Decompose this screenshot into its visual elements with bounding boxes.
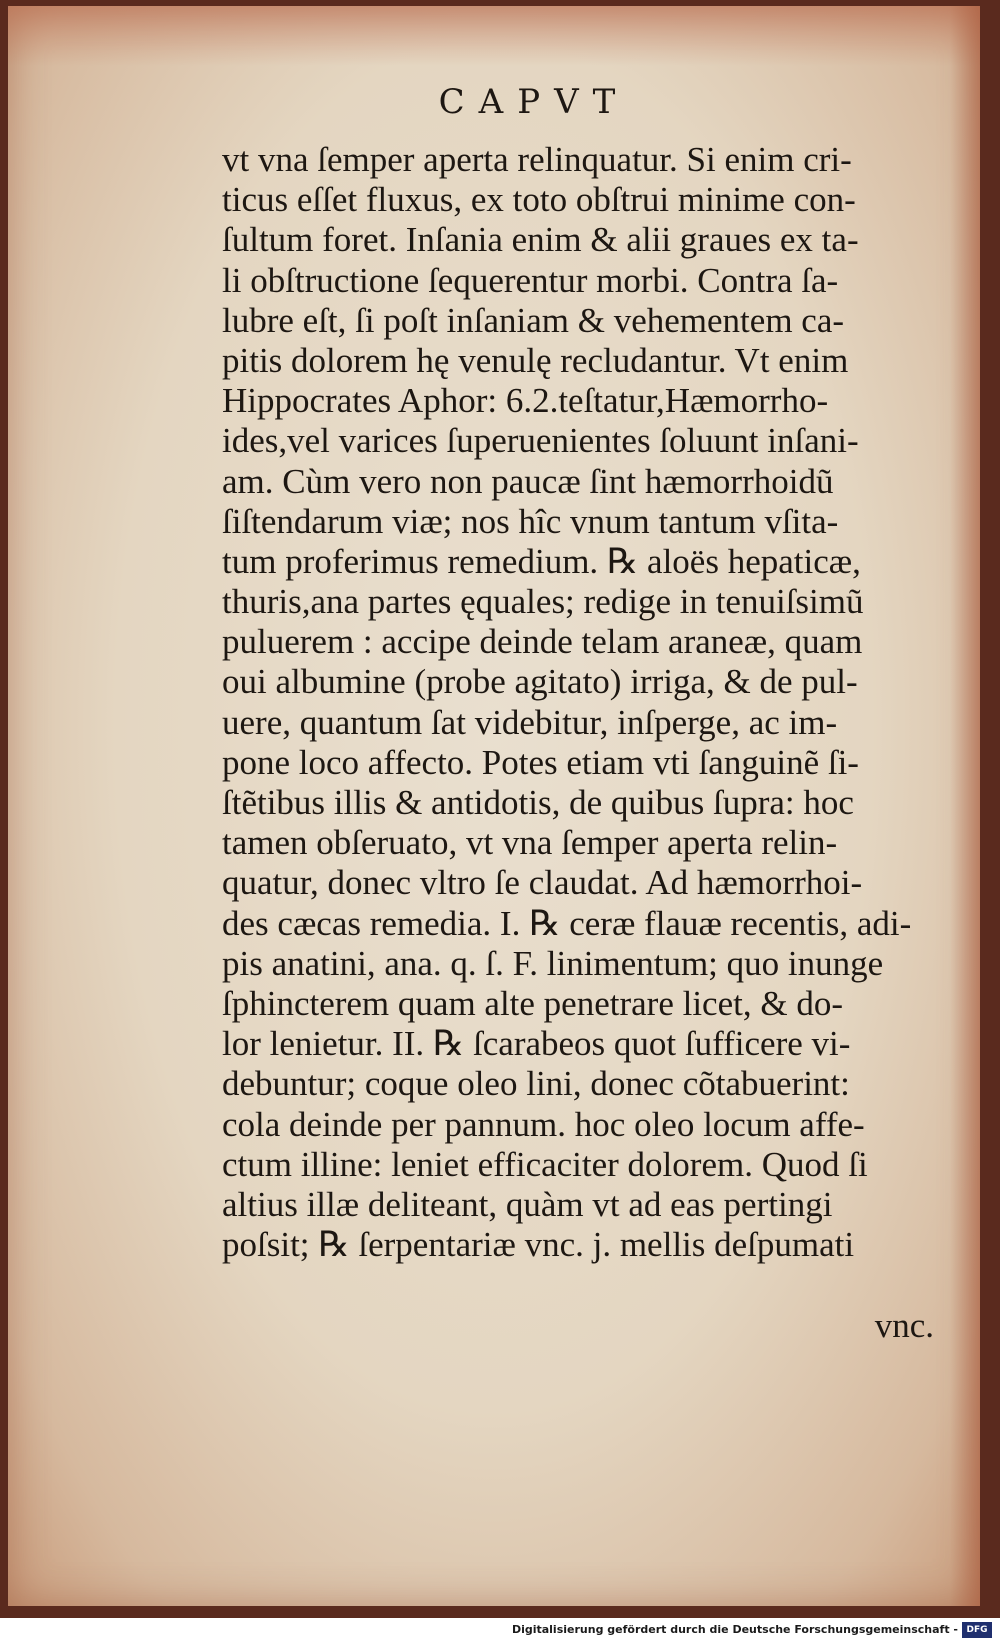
text-line: cola deinde per pannum. hoc oleo locum affe- — [222, 1104, 865, 1144]
text-line: oui albumine (probe agitato) irriga, & de pul- — [222, 662, 858, 702]
text-line: tum proferimus remedium. ℞ aloës hepaticæ, — [222, 541, 861, 581]
text-line: li obſtructione ſequerentur morbi. Contra ſa- — [222, 260, 839, 300]
running-head: CAPVT — [438, 82, 630, 122]
text-line: pis anatini, ana. q. ſ. F. linimentum; quo inunge — [222, 943, 884, 983]
text-line: Hippocrates Aphor: 6.2.teſtatur,Hæmorrho- — [222, 381, 829, 421]
text-line: ſtẽtibus illis & antidotis, de quibus ſupra: hoc — [222, 783, 854, 822]
text-line: debuntur; coque oleo lini, donec cõtabuerint: — [222, 1064, 850, 1104]
text-line: poſsit; ℞ ſerpentariæ vnc. j. mellis deſpumati — [222, 1225, 855, 1265]
text-line: tamen obſeruato, vt vna ſemper aperta relin- — [222, 823, 838, 863]
dfg-logo: DFG — [962, 1622, 992, 1638]
page-stain-top — [8, 6, 980, 66]
text-line: altius illæ deliteant, quàm vt ad eas pertingi — [222, 1184, 833, 1224]
footer-bar — [0, 1618, 1000, 1641]
text-line: ſiſtendarum viæ; nos hîc vnum tantum vſita- — [222, 501, 839, 541]
text-line: ctum illine: leniet efficaciter dolorem. Quod ſi — [222, 1144, 868, 1184]
text-line: quatur, donec vltro ſe claudat. Ad hæmorrhoi- — [222, 863, 863, 903]
text-line: pone loco affecto. Potes etiam vti ſanguinẽ ſi- — [222, 742, 859, 782]
text-line: puluerem : accipe deinde telam araneæ, quam — [222, 622, 863, 662]
text-line: ſphincterem quam alte penetrare licet, & do- — [222, 983, 843, 1023]
text-line: pitis dolorem hę venulę recludantur. Vt enim — [222, 340, 849, 380]
text-line: ticus eſſet fluxus, ex toto obſtrui minime con- — [222, 180, 856, 220]
text-line: am. Cùm vero non paucæ ſint hæmorrhoidũ — [222, 461, 834, 501]
funding-credit: Digitalisierung gefördert durch die Deutsche Forschungsgemeinschaft - — [511, 1623, 958, 1636]
text-line: thuris,ana partes ęquales; redige in tenuiſsimũ — [222, 582, 864, 622]
page-stain-right — [950, 6, 980, 1606]
text-line: ides,vel varices ſuperuenientes ſoluunt inſani- — [222, 421, 859, 461]
text-line: des cæcas remedia. I. ℞ ceræ flauæ recentis, adi- — [222, 903, 912, 943]
body-text — [222, 140, 942, 1265]
text-line: ſultum foret. Inſania enim & alii graues ex ta- — [222, 220, 859, 260]
text-line: lubre eſt, ſi poſt inſaniam & vehementem ca- — [222, 300, 845, 340]
text-line: vt vna ſemper aperta relinquatur. Si enim cri- — [222, 140, 852, 179]
text-line: uere, quantum ſat videbitur, inſperge, ac im- — [222, 702, 838, 742]
text-line: lor lenietur. II. ℞ ſcarabeos quot ſufficere vi- — [222, 1024, 851, 1064]
catchword: vnc. — [874, 1306, 934, 1345]
